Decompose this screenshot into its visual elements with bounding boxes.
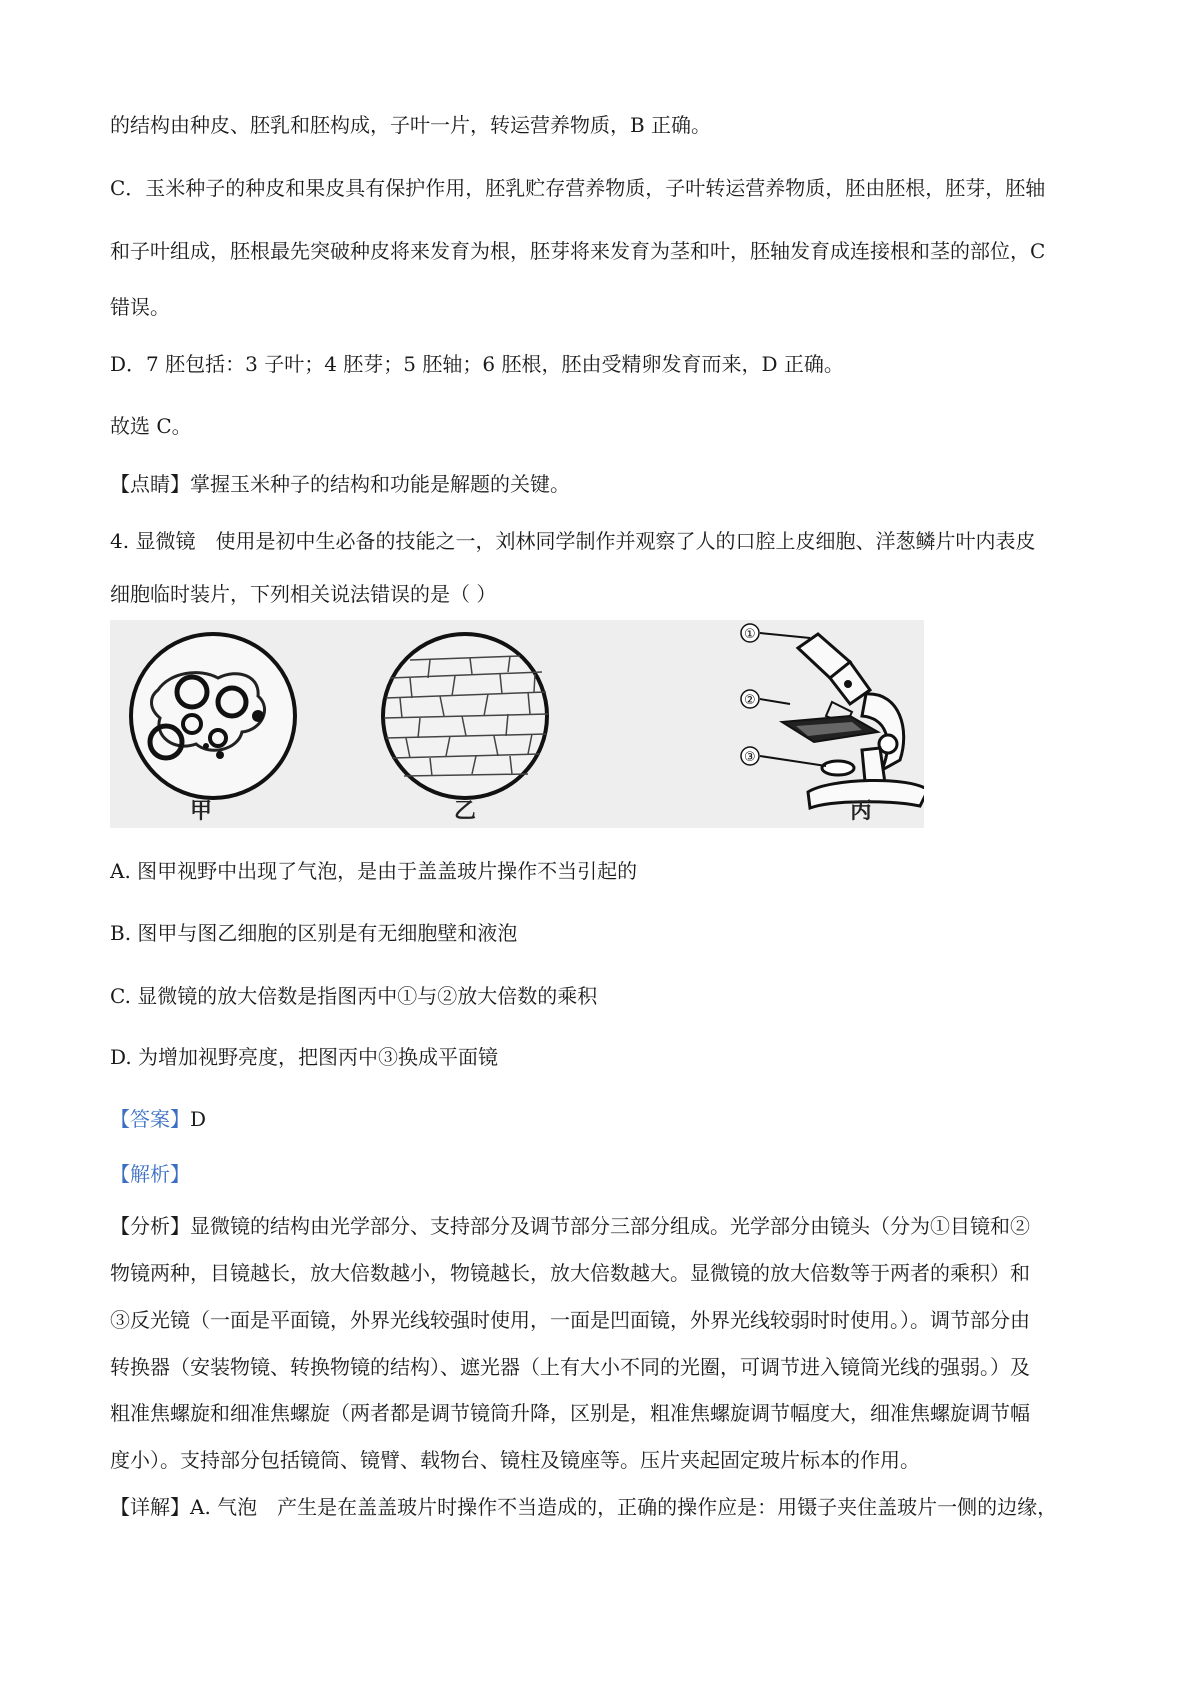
figure-label-c: 丙 bbox=[850, 798, 873, 824]
analysis-line: 物镜两种，目镜越长，放大倍数越小，物镜越长，放大倍数越大。显微镜的放大倍数等于两者的乘积）和 bbox=[110, 1261, 1030, 1285]
text-line: 故选 C。 bbox=[110, 414, 192, 438]
callout-1: ① bbox=[744, 627, 756, 642]
callout-2: ② bbox=[744, 693, 756, 708]
analysis-line: 粗准焦螺旋和细准焦螺旋（两者都是调节镜筒升降，区别是，粗准焦螺旋调节幅度大，细准焦螺旋调节幅 bbox=[110, 1401, 1030, 1425]
text-line: D．7 胚包括：3 子叶；4 胚芽；5 胚轴；6 胚根，胚由受精卵发育而来，D 正确。 bbox=[110, 352, 844, 376]
option-d: D. 为增加视野亮度，把图丙中③换成平面镜 bbox=[110, 1045, 499, 1069]
text-line: 和子叶组成，胚根最先突破种皮将来发育为根，胚芽将来发育为茎和叶，胚轴发育成连接根和茎的部位，C bbox=[110, 239, 1046, 263]
option-b: B. 图甲与图乙细胞的区别是有无细胞壁和液泡 bbox=[110, 921, 518, 945]
question-figure bbox=[110, 620, 924, 828]
answer-value: D bbox=[190, 1107, 207, 1131]
figure-b-onion-cells bbox=[383, 634, 548, 798]
figure-svg bbox=[110, 620, 924, 828]
text-line: 的结构由种皮、胚乳和胚构成，子叶一片，转运营养物质，B 正确。 bbox=[110, 113, 712, 137]
text-line: 错误。 bbox=[110, 295, 170, 319]
analysis-line: 【详解】A. 气泡 产生是在盖盖玻片时操作不当造成的，正确的操作应是：用镊子夹住盖玻片一侧的边缘， bbox=[110, 1495, 1058, 1519]
question-stem: 4. 显微镜 使用是初中生必备的技能之一，刘林同学制作并观察了人的口腔上皮细胞、洋葱鳞片叶内表皮 bbox=[110, 529, 1036, 553]
question-stem: 细胞临时装片，下列相关说法错误的是（ ） bbox=[110, 582, 497, 606]
analysis-line: ③反光镜（一面是平面镜，外界光线较强时使用，一面是凹面镜，外界光线较弱时时使用。）。调节部分由 bbox=[110, 1308, 1030, 1332]
analysis-line: 度小）。支持部分包括镜筒、镜臂、载物台、镜柱及镜座等。压片夹起固定玻片标本的作用。 bbox=[110, 1448, 920, 1472]
option-a: A. 图甲视野中出现了气泡，是由于盖盖玻片操作不当引起的 bbox=[110, 859, 638, 883]
answer-line bbox=[110, 1105, 206, 1133]
text-line: 【点睛】掌握玉米种子的结构和功能是解题的关键。 bbox=[110, 472, 570, 496]
text-line: C．玉米种子的种皮和果皮具有保护作用，胚乳贮存营养物质，子叶转运营养物质，胚由胚根，胚芽，胚轴 bbox=[110, 176, 1046, 200]
figure-c-microscope bbox=[741, 624, 924, 808]
analysis-line: 转换器（安装物镜、转换物镜的结构）、遮光器（上有大小不同的光圈，可调节进入镜筒光线的强弱。）及 bbox=[110, 1355, 1030, 1379]
figure-label-b: 乙 bbox=[454, 798, 477, 824]
figure-a-cheek-cells bbox=[131, 634, 295, 798]
analysis-heading: 【解析】 bbox=[110, 1162, 190, 1186]
figure-label-a: 甲 bbox=[190, 798, 213, 824]
option-c: C. 显微镜的放大倍数是指图丙中①与②放大倍数的乘积 bbox=[110, 984, 598, 1008]
analysis-line: 【分析】显微镜的结构由光学部分、支持部分及调节部分三部分组成。光学部分由镜头（分为①目镜和② bbox=[110, 1214, 1030, 1238]
answer-label: 【答案】 bbox=[110, 1107, 190, 1131]
callout-3: ③ bbox=[744, 750, 756, 765]
